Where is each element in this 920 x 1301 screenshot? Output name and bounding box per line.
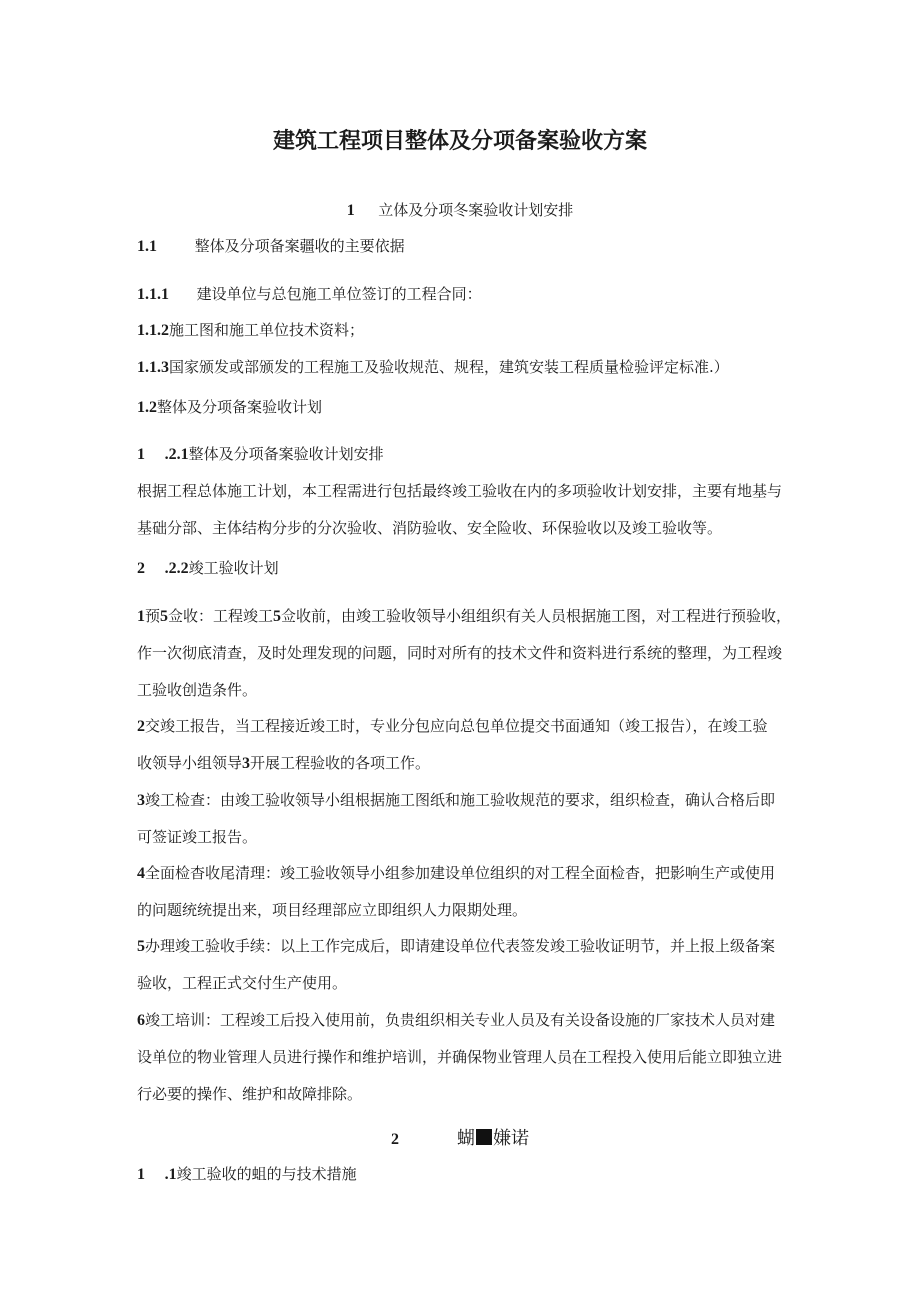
item-3-line-1 [137, 782, 797, 819]
item-5-text: 办理竣工验收手续：以上工作完成后，即请建设单位代表签发竣工验收证明节，并上报上级备案 [145, 937, 776, 955]
item-4-line-1 [137, 855, 797, 892]
heading-2-1 [137, 1164, 357, 1185]
heading-1-2-2-text: 竣工验收计划 [188, 559, 279, 577]
heading-1-2-2-number-a: 2 [137, 560, 145, 577]
heading-1-1-number: 1.1 [137, 238, 157, 255]
heading-1-1-text: 整体及分项备案疆收的主要依据 [194, 237, 405, 255]
document-title: 建筑工程项目整体及分项备案验收方案 [272, 129, 647, 154]
item-6-number: 6 [137, 1012, 145, 1029]
heading-1-1-2-number: 1.1.2 [137, 322, 169, 339]
item-6-text: 竣工培训：工程竣工后投入使用前，负贵组织相关专业人员及有关设备设施的厂家技术人员对建 [145, 1011, 776, 1029]
heading-1-1-3-text: 国家颁发或部颁发的工程施工及验收规范、规程，建筑安装工程质量检验评定标准.） [169, 358, 729, 376]
item-2-text-a: 收领导小组领导 [137, 754, 243, 772]
item-2-text: 交竣工报告，当工程接近竣工时，专业分包应向总包单位提交书面通知（竣工报告），在竣工验 [145, 717, 768, 735]
item-1-text-d: 佥收：工程竣工 [168, 607, 274, 625]
item-6-line-3: 行必要的操作、维护和故障排除。 [137, 1085, 363, 1103]
black-square-icon [476, 1129, 492, 1145]
heading-1-2-1-text: 整体及分项备案验收计划安排 [188, 445, 384, 463]
section-2-text-a: 蝴 [457, 1128, 475, 1149]
plan-line-2: 基础分部、主体结构分步的分次验收、消防验收、安全险收、环保验收以及竣工验收等。 [137, 519, 723, 537]
heading-2-1-text: 竣工验收的蛆的与技术措施 [176, 1165, 357, 1183]
section-1-number: 1 [346, 202, 355, 219]
heading-1-1-3-number: 1.1.3 [137, 359, 169, 376]
section-2-heading [0, 1124, 920, 1150]
item-6 [137, 1002, 797, 1113]
item-4-number: 4 [137, 865, 145, 882]
item-1-text-a: 预 [145, 607, 161, 625]
heading-1-2-text: 整体及分项备案验收计划 [157, 398, 323, 416]
item-1-line-1 [137, 598, 797, 635]
item-1-number: 1 [137, 608, 145, 625]
item-1-line-2: 作一次彻底清查，及时处理发现的问题，同时对所有的技术文件和资料进行系统的整理，为工程竣 [137, 644, 783, 662]
heading-1-2-1-number-b: .2.1 [164, 446, 189, 463]
heading-2-1-number-a: 1 [137, 1166, 145, 1183]
heading-1-1-1 [137, 284, 482, 305]
item-4-text: 全面检杳收尾清理：竣工验收领导小组参加建设单位组织的对工程全面检杳，把影响生产或使用 [145, 864, 776, 882]
item-5-line-2: 验收，工程正式交付生产使用。 [137, 974, 348, 992]
heading-1-1 [137, 236, 405, 257]
item-4 [137, 855, 797, 929]
item-2-text-c: 开展工程验收的各项工作。 [250, 754, 431, 772]
item-2 [137, 708, 797, 782]
heading-1-2-2 [137, 558, 279, 579]
item-3-line-2: 可签证竣工报告。 [137, 828, 258, 846]
plan-line-1: 根据工程总体施工计划，本工程需进行包括最终竣工验收在内的多项验收计划安排，主要有地基与 [137, 482, 783, 500]
heading-1-1-1-number: 1.1.1 [137, 286, 169, 303]
item-1 [137, 598, 797, 709]
item-4-line-2: 的问题统统提出来，项目经理部应立即组织人力限期处理。 [137, 901, 528, 919]
item-2-line-2 [137, 745, 797, 782]
section-1-heading [0, 200, 920, 221]
section-2-text-b: 嫌诺 [493, 1128, 529, 1149]
item-2-number: 2 [137, 718, 145, 735]
heading-2-1-number-b: .1 [164, 1166, 177, 1183]
item-6-line-1 [137, 1002, 797, 1039]
plan-paragraph [137, 473, 797, 547]
item-1-line-3: 工验收创造条件。 [137, 681, 258, 699]
item-5-number: 5 [137, 938, 145, 955]
item-1-text-f: 佥收前，由竣工验收领导小组组织有关人员根据施工图，对工程进行预验收， [281, 607, 792, 625]
heading-1-2-1 [137, 444, 384, 465]
heading-1-1-2 [137, 320, 364, 341]
item-2-line-1 [137, 708, 797, 745]
item-3 [137, 782, 797, 856]
item-6-line-2: 设单位的物业管理人员进行操作和维护培训，并确保物业管理人员在工程投入使用后能立即独立进 [137, 1048, 783, 1066]
item-5 [137, 928, 797, 1002]
section-2-number: 2 [391, 1131, 399, 1148]
item-2-num-b: 3 [242, 755, 251, 772]
section-1-title: 立体及分项冬案验收计划安排 [378, 201, 574, 219]
heading-1-2-1-number-a: 1 [137, 446, 145, 463]
heading-1-1-2-text: 施工图和施工单位技术资料； [169, 321, 365, 339]
item-3-text: 竣工检查：由竣工验收领导小组根据施工图纸和施工验收规范的要求，组织检查，确认合格后即 [145, 791, 776, 809]
item-3-number: 3 [137, 792, 145, 809]
item-1-num-e: 5 [273, 608, 282, 625]
heading-1-2 [137, 397, 322, 418]
heading-1-2-2-number-b: .2.2 [164, 560, 189, 577]
heading-1-1-3 [137, 357, 729, 378]
heading-1-2-number: 1.2 [137, 399, 157, 416]
item-5-line-1 [137, 928, 797, 965]
item-1-num-c: 5 [160, 608, 169, 625]
heading-1-1-1-text: 建设单位与总包施工单位签订的工程合同： [196, 285, 482, 303]
